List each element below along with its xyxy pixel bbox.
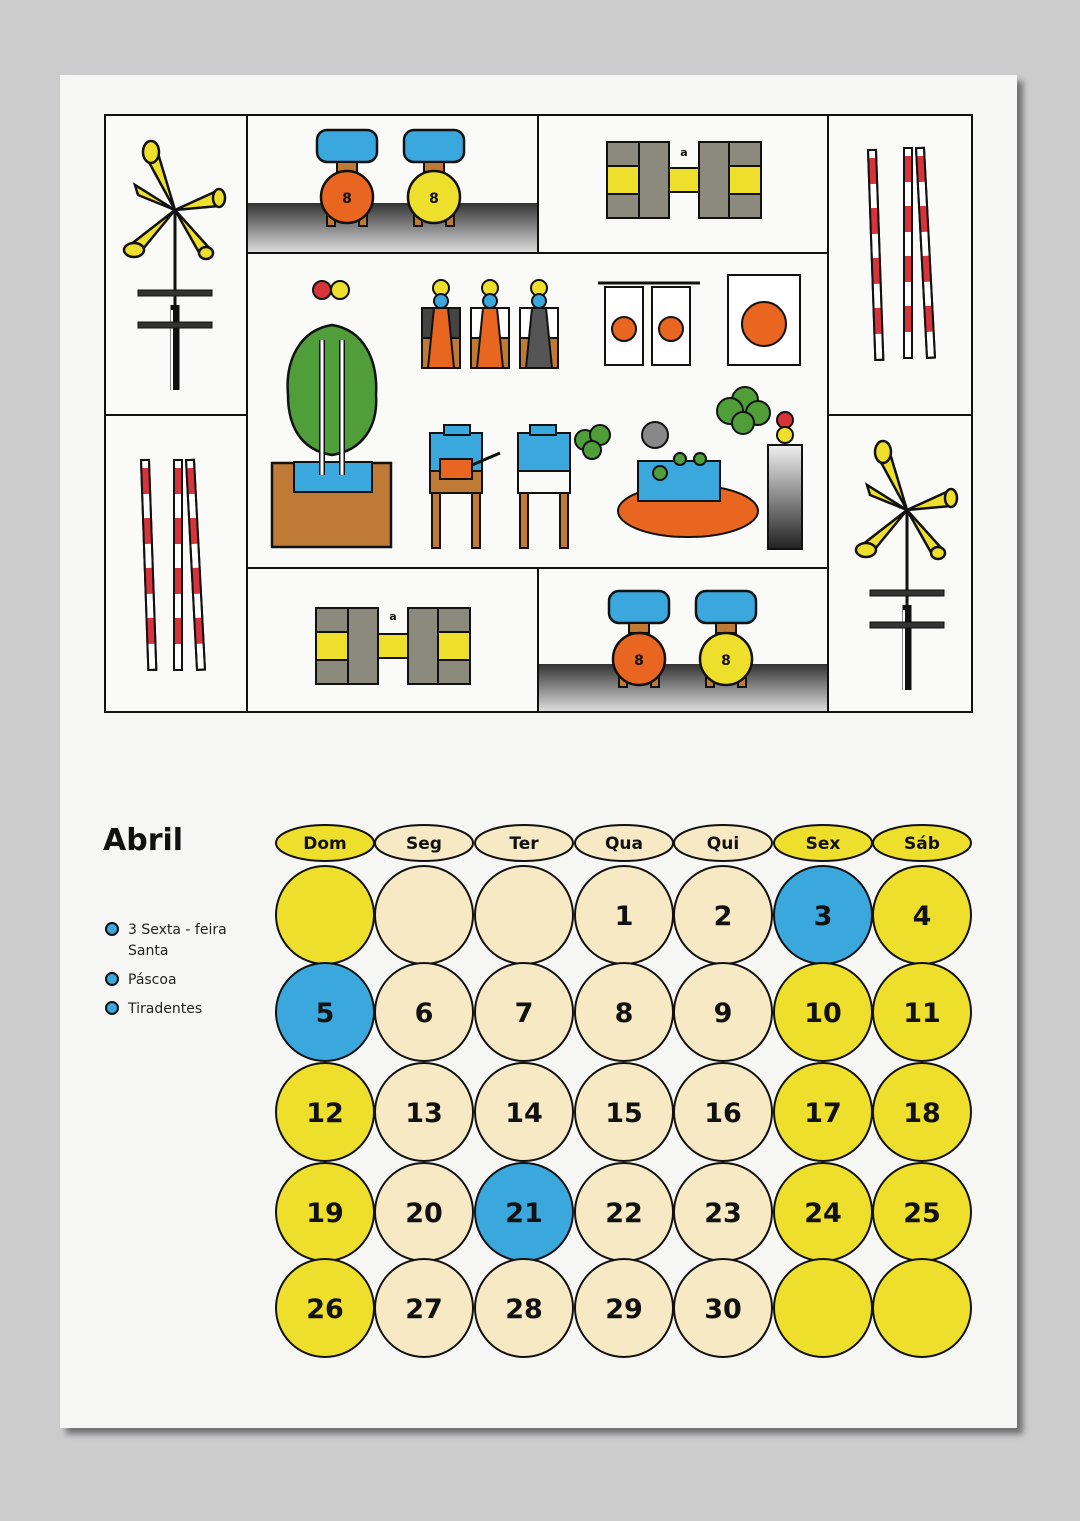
day-number: 10 bbox=[804, 998, 842, 1029]
day-cell[interactable] bbox=[873, 1163, 971, 1261]
day-cell[interactable] bbox=[774, 1259, 872, 1357]
calendar-grid bbox=[60, 75, 1017, 1428]
day-number: 9 bbox=[713, 998, 733, 1029]
day-cell[interactable] bbox=[475, 1259, 573, 1357]
day-cell[interactable] bbox=[575, 963, 673, 1061]
weekday-header bbox=[276, 825, 374, 861]
day-cell[interactable] bbox=[674, 963, 772, 1061]
day-cell[interactable] bbox=[873, 866, 971, 964]
weekday-header bbox=[873, 825, 971, 861]
weekday-header bbox=[375, 825, 473, 861]
weekday-label: Qua bbox=[604, 834, 644, 854]
lane-number: 8 bbox=[429, 191, 439, 207]
day-cell[interactable] bbox=[276, 1259, 374, 1357]
day-number: 18 bbox=[903, 1098, 941, 1129]
day-number: 14 bbox=[505, 1098, 543, 1129]
day-cell[interactable] bbox=[475, 1063, 573, 1161]
day-cell[interactable] bbox=[774, 1063, 872, 1161]
day-number: 1 bbox=[614, 901, 634, 932]
day-cell[interactable] bbox=[375, 1163, 473, 1261]
day-cell[interactable] bbox=[375, 866, 473, 964]
weekday-header bbox=[575, 825, 673, 861]
lane-number: 8 bbox=[342, 191, 352, 207]
day-number: 4 bbox=[912, 901, 932, 932]
weekday-header bbox=[674, 825, 772, 861]
day-number: 30 bbox=[704, 1294, 742, 1325]
day-cell[interactable] bbox=[774, 1163, 872, 1261]
day-number: 26 bbox=[306, 1294, 344, 1325]
weekday-label: Sex bbox=[805, 834, 841, 854]
day-number: 2 bbox=[713, 901, 733, 932]
day-number: 3 bbox=[813, 901, 833, 932]
day-number: 25 bbox=[903, 1198, 941, 1229]
weekday-label: Dom bbox=[303, 834, 347, 854]
day-cell[interactable] bbox=[674, 1163, 772, 1261]
day-cell[interactable] bbox=[575, 1063, 673, 1161]
day-number: 22 bbox=[605, 1198, 643, 1229]
day-cell[interactable] bbox=[774, 866, 872, 964]
hurdle-letter: a bbox=[389, 610, 397, 623]
day-cell[interactable] bbox=[674, 866, 772, 964]
legend-label: Tiradentes bbox=[128, 1001, 203, 1017]
day-cell[interactable] bbox=[873, 1259, 971, 1357]
day-number: 27 bbox=[405, 1294, 443, 1325]
day-number: 21 bbox=[505, 1198, 543, 1229]
legend-label: 3 Sexta - feira Santa bbox=[128, 922, 227, 959]
day-number: 29 bbox=[605, 1294, 643, 1325]
day-number: 11 bbox=[903, 998, 941, 1029]
weekday-header bbox=[774, 825, 872, 861]
weekday-label: Ter bbox=[509, 834, 539, 854]
day-number: 16 bbox=[704, 1098, 742, 1129]
legend-label: Páscoa bbox=[128, 972, 177, 988]
day-cell[interactable] bbox=[375, 1259, 473, 1357]
day-number: 7 bbox=[514, 998, 534, 1029]
day-number: 19 bbox=[306, 1198, 344, 1229]
day-cell[interactable] bbox=[873, 963, 971, 1061]
day-cell[interactable] bbox=[575, 1259, 673, 1357]
hurdle-letter: a bbox=[680, 146, 688, 159]
day-cell[interactable] bbox=[774, 963, 872, 1061]
day-cell[interactable] bbox=[375, 1063, 473, 1161]
day-cell[interactable] bbox=[873, 1063, 971, 1161]
day-number: 8 bbox=[614, 998, 634, 1029]
weekday-header bbox=[475, 825, 573, 861]
day-cell[interactable] bbox=[276, 1163, 374, 1261]
day-cell[interactable] bbox=[475, 963, 573, 1061]
day-cell[interactable] bbox=[276, 866, 374, 964]
calendar-sheet bbox=[60, 75, 1017, 1428]
day-number: 28 bbox=[505, 1294, 543, 1325]
day-number: 13 bbox=[405, 1098, 443, 1129]
day-cell[interactable] bbox=[575, 866, 673, 964]
day-number: 15 bbox=[605, 1098, 643, 1129]
day-cell[interactable] bbox=[475, 866, 573, 964]
day-cell[interactable] bbox=[674, 1063, 772, 1161]
day-number: 17 bbox=[804, 1098, 842, 1129]
day-cell[interactable] bbox=[575, 1163, 673, 1261]
day-number: 6 bbox=[414, 998, 434, 1029]
day-number: 23 bbox=[704, 1198, 742, 1229]
day-number: 20 bbox=[405, 1198, 443, 1229]
weekday-label: Qui bbox=[706, 834, 740, 854]
day-cell[interactable] bbox=[276, 1063, 374, 1161]
day-number: 12 bbox=[306, 1098, 344, 1129]
weekday-label: Seg bbox=[406, 834, 442, 854]
day-number: 5 bbox=[315, 998, 335, 1029]
lane-number: 8 bbox=[634, 653, 644, 669]
day-cell[interactable] bbox=[475, 1163, 573, 1261]
day-cell[interactable] bbox=[375, 963, 473, 1061]
weekday-label: Sáb bbox=[904, 834, 940, 854]
day-number: 24 bbox=[804, 1198, 842, 1229]
lane-number: 8 bbox=[721, 653, 731, 669]
day-cell[interactable] bbox=[674, 1259, 772, 1357]
month-title: Abril bbox=[103, 823, 184, 858]
day-cell[interactable] bbox=[276, 963, 374, 1061]
